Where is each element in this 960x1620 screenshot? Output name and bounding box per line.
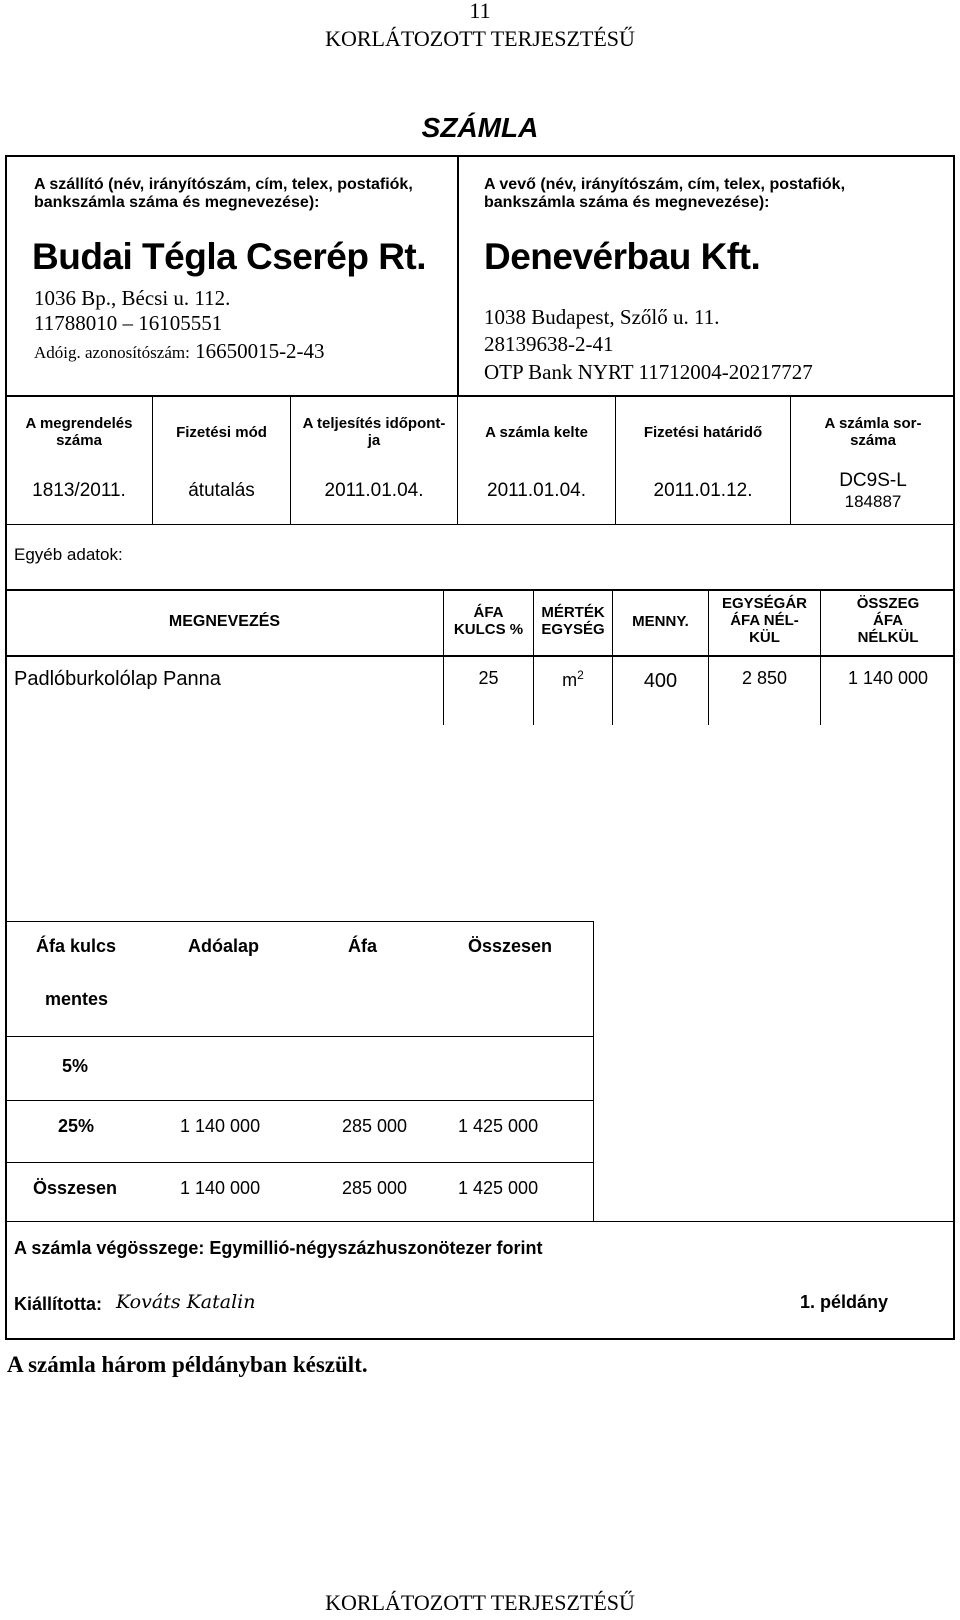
buyer-name: Denevérbau Kft. bbox=[484, 236, 761, 277]
vat-rate-col-header: Áfa kulcs bbox=[36, 936, 117, 956]
total-net-header: ÖSSZEG ÁFA NÉLKÜL bbox=[856, 595, 920, 646]
vat-col-header: Áfa bbox=[348, 936, 378, 956]
supplier-name: Budai Tégla Cserép Rt. bbox=[32, 236, 427, 277]
item-unit-price: 2 850 bbox=[741, 668, 788, 688]
vat-table-top-line bbox=[5, 921, 593, 922]
vat-row-total: 1 425 000 bbox=[458, 1116, 539, 1136]
issuer-signature: Kováts Katalin bbox=[116, 1291, 256, 1313]
order-col-line bbox=[615, 396, 616, 524]
unit-price-header: EGYSÉGÁR ÁFA NÉL- KÜL bbox=[721, 595, 808, 646]
issue-date-header: A számla kelte bbox=[485, 424, 588, 441]
party-bottom-line bbox=[5, 395, 955, 397]
vat-row-label: 25% bbox=[58, 1116, 95, 1136]
vat-row-label: mentes bbox=[45, 989, 109, 1009]
payment-method-header: Fizetési mód bbox=[176, 424, 267, 441]
item-quantity: 400 bbox=[643, 670, 678, 692]
copy-label: 1. példány bbox=[800, 1292, 889, 1312]
footer-note: A számla három példányban készült. bbox=[7, 1352, 368, 1377]
page-number: 11 bbox=[469, 0, 491, 23]
payment-method-value: átutalás bbox=[188, 480, 255, 501]
vat-row-vat: 285 000 bbox=[342, 1116, 408, 1136]
items-top-line bbox=[5, 589, 955, 591]
item-name-header: MEGNEVEZÉS bbox=[168, 613, 281, 630]
vat-row-line bbox=[5, 1100, 593, 1101]
vat-row-line bbox=[5, 1162, 593, 1163]
items-header-bottom-line bbox=[5, 655, 955, 657]
vat-summary-total-vat: 285 000 bbox=[342, 1178, 408, 1198]
vat-summary-total-base: 1 140 000 bbox=[180, 1178, 261, 1198]
order-bottom-line bbox=[5, 524, 955, 525]
order-col-line bbox=[457, 396, 458, 524]
serial-number-value: DC9S-L 184887 bbox=[839, 470, 907, 511]
vat-summary-total-label: Összesen bbox=[33, 1178, 118, 1198]
party-divider bbox=[457, 155, 459, 395]
buyer-bank: OTP Bank NYRT 11712004-20217727 bbox=[484, 360, 813, 384]
quantity-header: MENNY. bbox=[632, 613, 689, 630]
other-data-label: Egyéb adatok: bbox=[14, 545, 123, 564]
serial-number-header: A számla sor- száma bbox=[824, 415, 922, 449]
supplier-bank: 11788010 – 16105551 bbox=[34, 311, 223, 335]
classification-header: KORLÁTOZOTT TERJESZTÉSŰ bbox=[325, 26, 635, 51]
supplier-tax: Adóig. azonosítószám: 16650015-2-43 bbox=[34, 339, 325, 363]
supplier-address: 1036 Bp., Bécsi u. 112. bbox=[34, 286, 231, 310]
classification-footer: KORLÁTOZOTT TERJESZTÉSŰ bbox=[325, 1590, 635, 1615]
item-vat-rate: 25 bbox=[478, 668, 499, 688]
unit-header: MÉRTÉK EGYSÉG bbox=[541, 604, 605, 638]
vat-row-line bbox=[5, 1036, 593, 1037]
vat-summary-total-sum: 1 425 000 bbox=[458, 1178, 539, 1198]
buyer-address: 1038 Budapest, Szőlő u. 11. bbox=[484, 305, 720, 329]
grand-total-text: A számla végösszege: Egymillió-négyszázhuszonötezer forint bbox=[14, 1238, 543, 1258]
vat-rate-header: ÁFA KULCS % bbox=[453, 604, 524, 638]
due-date-value: 2011.01.12. bbox=[653, 480, 753, 501]
issued-by-label: Kiállította: bbox=[14, 1294, 102, 1314]
invoice-title: SZÁMLA bbox=[421, 112, 539, 143]
buyer-tax-id: 28139638-2-41 bbox=[484, 332, 614, 356]
vat-table-right-line bbox=[593, 921, 594, 1221]
vat-row-label: 5% bbox=[62, 1056, 89, 1076]
tax-base-col-header: Adóalap bbox=[188, 936, 260, 956]
order-col-line bbox=[152, 396, 153, 524]
supplier-label: A szállító (név, irányítószám, cím, telex, postafiók, bankszámla száma és megnevezése): bbox=[34, 176, 413, 211]
item-total: 1 140 000 bbox=[847, 668, 929, 688]
item-unit: $m^2$ bbox=[562, 668, 584, 690]
performance-date-header: A teljesítés időpont- ja bbox=[302, 415, 446, 449]
due-date-header: Fizetési határidő bbox=[643, 424, 763, 441]
order-number-value: 1813/2011. bbox=[32, 480, 126, 501]
vat-row-base: 1 140 000 bbox=[180, 1116, 261, 1136]
buyer-label: A vevő (név, irányítószám, cím, telex, postafiók, bankszámla száma és megnevezése): bbox=[484, 176, 846, 211]
item-name: Padlóburkolólap Panna bbox=[14, 668, 221, 690]
performance-date-value: 2011.01.04. bbox=[324, 480, 424, 501]
total-col-header: Összesen bbox=[468, 936, 553, 956]
issue-date-value: 2011.01.04. bbox=[487, 480, 586, 501]
order-number-header: A megrendelés száma bbox=[25, 415, 133, 449]
items-col-line bbox=[612, 590, 613, 725]
vat-table-bottom-line bbox=[5, 1221, 955, 1222]
